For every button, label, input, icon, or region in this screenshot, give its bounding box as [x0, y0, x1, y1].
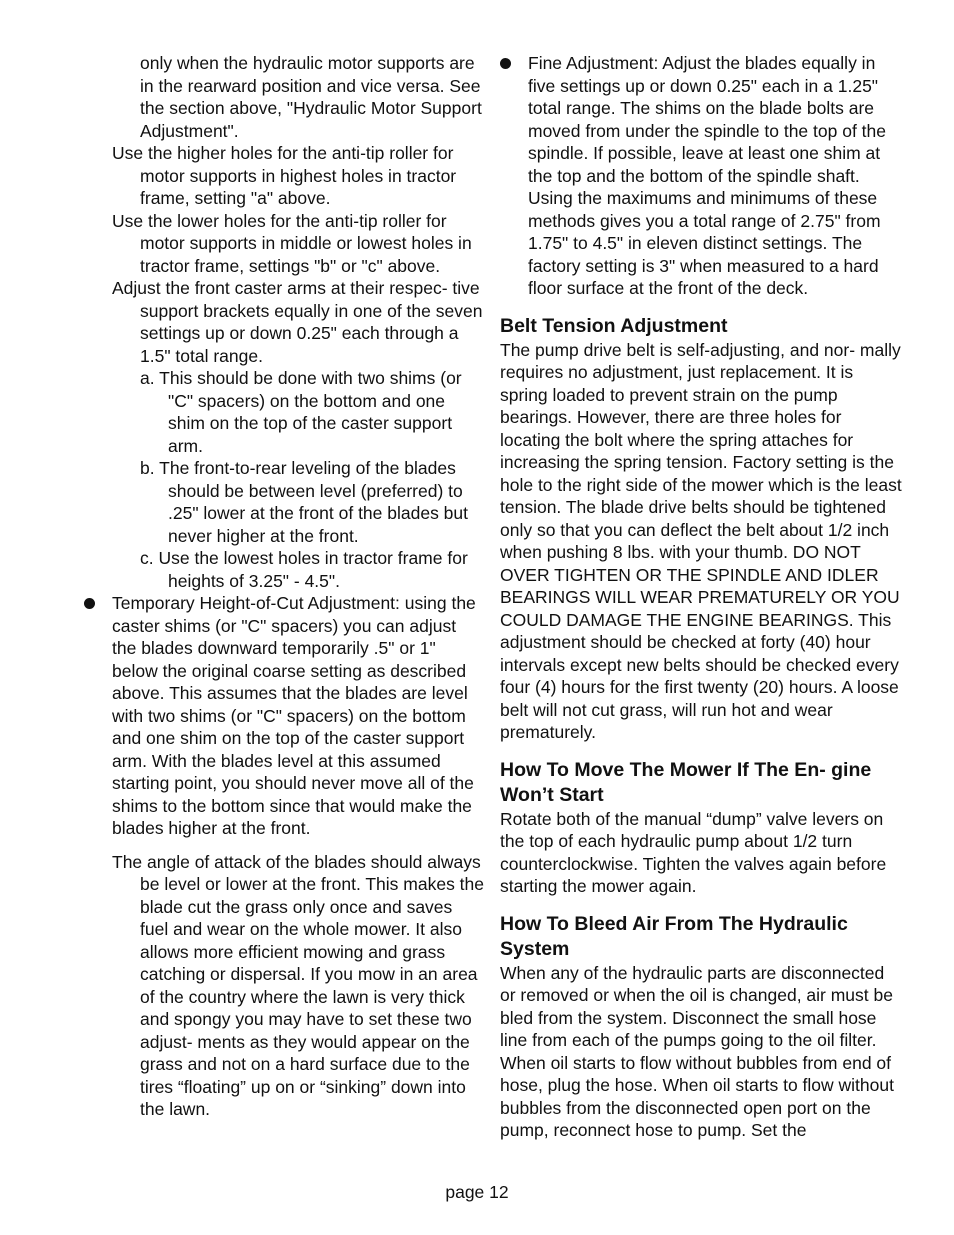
bullet-icon: [84, 598, 95, 609]
bullet-icon: [500, 58, 511, 69]
caster-arms-paragraph: Adjust the front caster arms at their respec- tive support brackets equally in one of the seven settings up or down 0.25" each through a 1.5" total range.: [112, 278, 483, 366]
page-number: page 12: [445, 1182, 509, 1202]
left-column: [84, 52, 484, 1121]
higher-holes-paragraph: Use the higher holes for the anti-tip roller for motor supports in highest holes in tractor frame, setting "a" above.: [112, 143, 457, 208]
angle-of-attack-paragraph: The angle of attack of the blades should always be level or lower at the front. This makes the blade cut the grass only once and saves fuel and wear on the whole mower. It also allows more efficient mowing and grass catching or dispersal. If you mow in an area of the country where the lawn is very thick and spongy you may have to set these two adjust- ments as they would appear on the grass and not on a hard surface due to the tires “floating” up on or “sinking” down into the lawn.: [112, 851, 485, 1119]
lower-holes-paragraph: Use the lower holes for the anti-tip roller for motor supports in middle or lowest holes in tractor frame, settings "b" or "c" above.: [112, 210, 472, 276]
right-column: [500, 52, 902, 1142]
continued-paragraph: only when the hydraulic motor supports are in the rearward position and vice versa. See the section above, "Hydraulic Motor Support Adjustment".: [140, 53, 482, 141]
fine-adjustment-bullet: [500, 52, 902, 300]
sub-item-a: a. This should be done with two shims (or "C" spacers) on the bottom and one shim on the top of the caster support arm.: [140, 368, 462, 456]
belt-tension-heading: Belt Tension Adjustment: [500, 314, 728, 337]
bleed-air-paragraph: When any of the hydraulic parts are disconnected or removed or when the oil is changed, air must be bled from the system. Disconnect the small hose line from each of the pumps going to the oil filter. When oil starts to flow without bubbles from end of hose, plug the hose. When oil starts to flow without bubbles from the disconnected open port on the pump, reconnect hose to pump. Set the: [500, 962, 894, 1140]
temporary-adjustment-text: Temporary Height-of-Cut Adjustment: using the caster shims (or "C" spacers) you can adjust the blades downward temporarily .5" or 1" below the original coarse setting as described above. This assumes that the blades are level with two shims (or "C" spacers) on the bottom and one shim on the top of the caster support arm. With the blades level at this assumed starting point, you should never move all of the shims to the bottom since that would make the blades higher at the front.: [112, 593, 476, 838]
sub-item-b: b. The front-to-rear leveling of the blades should be between level (preferred) to .25" lower at the front of the blades but never higher at the front.: [140, 458, 469, 546]
move-mower-paragraph: Rotate both of the manual “dump” valve levers on the top of each hydraulic pump about 1/2 turn counterclockwise. Tighten the valves again before starting the mower again.: [500, 808, 887, 896]
temporary-adjustment-bullet: [84, 592, 484, 840]
belt-tension-paragraph: The pump drive belt is self-adjusting, and nor- mally requires no adjustment, just replacement. It is spring loaded to prevent strain on the pump bearings. However, there are three holes for locating the bolt where the spring attaches for increasing the spring tension. Factory setting is the hole to the right side of the mower which is the least tension. The blade drive belts should be tightened only so that you can deflect the belt about 1/2 inch when pushing 8 lbs. with your thumb. DO NOT OVER TIGHTEN OR THE SPINDLE AND IDLER BEARINGS WILL WEAR PREMATURELY OR YOU COULD DAMAGE THE ENGINE BEARINGS. This adjustment should be checked at forty (40) hour intervals except new belts should be checked every four (4) hours for the first twenty (20) hours. A loose belt will not cut grass, will run hot and wear prematurely.: [500, 339, 902, 742]
bleed-air-heading: How To Bleed Air From The Hydraulic System: [500, 912, 848, 960]
move-mower-heading: How To Move The Mower If The En- gine Won’t Start: [500, 758, 872, 806]
fine-adjustment-text: Fine Adjustment: Adjust the blades equally in five settings up or down 0.25" each in a 1.25" total range. The shims on the blade bolts are moved from under the spindle to the top of the spindle. If possible, leave at least one shim at the top and the bottom of the spindle shaft. Using the maximums and minimums of these methods gives you a total range of 2.75" from 1.75" to 4.5" in eleven distinct settings. The factory setting is 3" when measured to a hard floor surface at the front of the deck.: [528, 53, 886, 298]
sub-item-c: c. Use the lowest holes in tractor frame for heights of 3.25" - 4.5".: [140, 548, 468, 591]
